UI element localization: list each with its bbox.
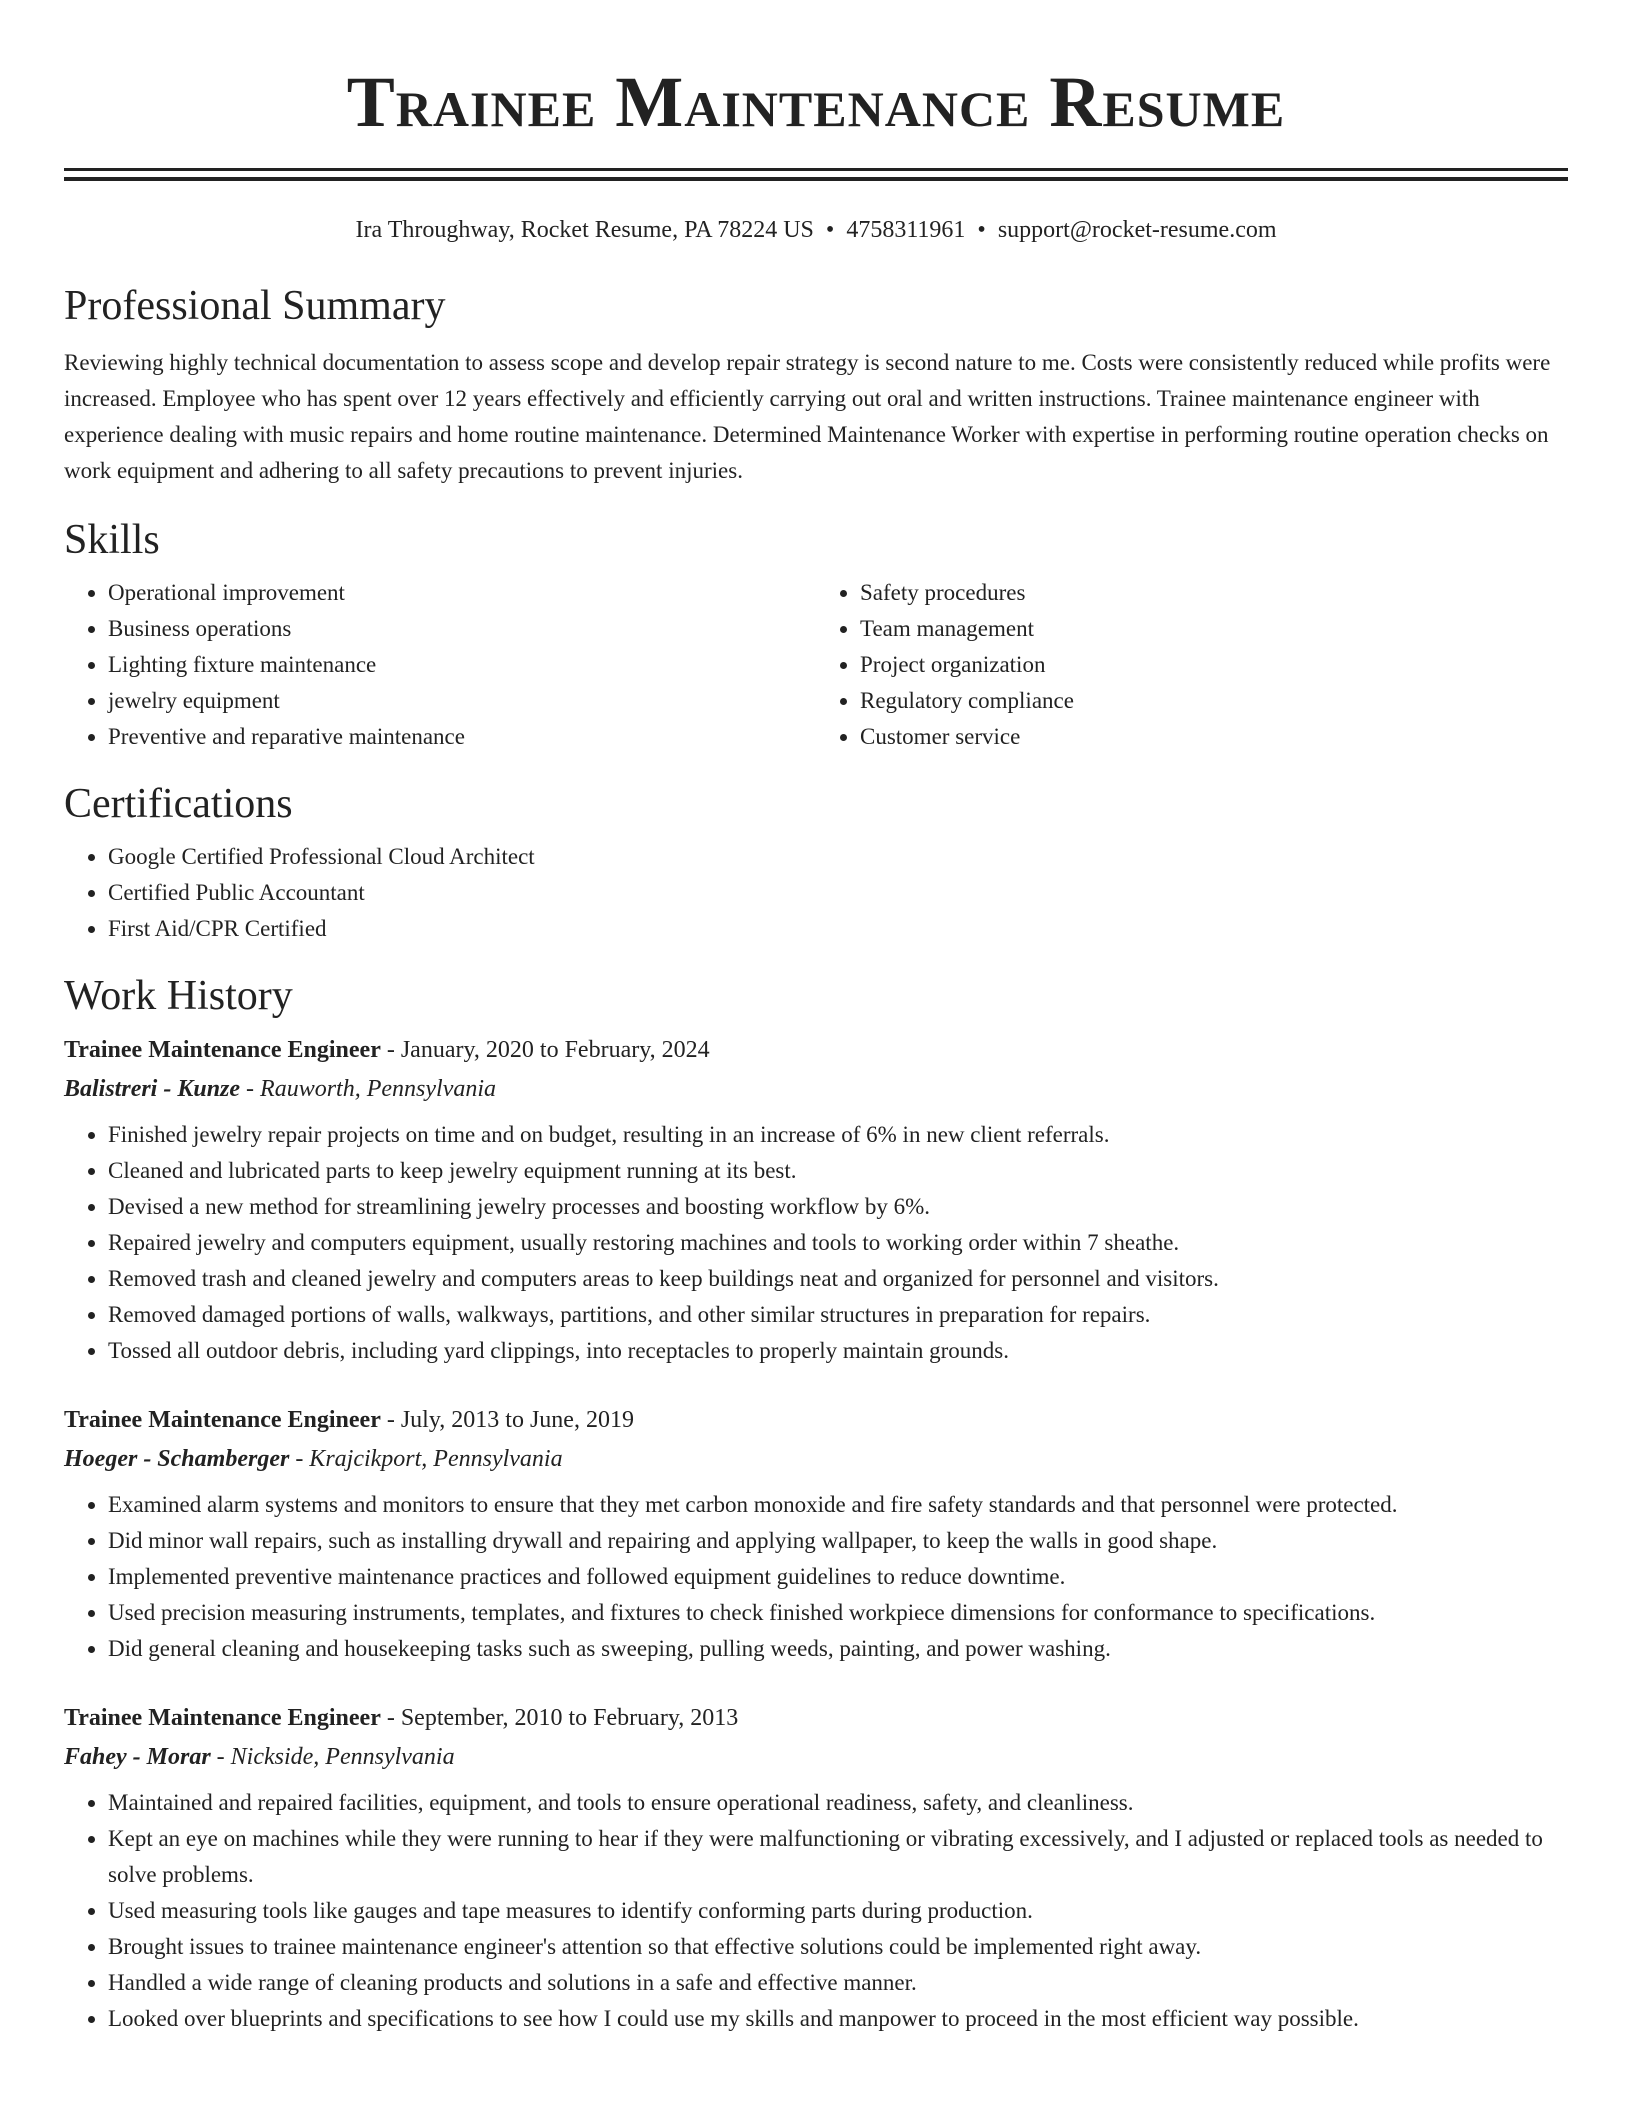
job-header xyxy=(64,1401,1568,1439)
skill-item: • Regulatory compliance xyxy=(860,683,1568,719)
job-title: Trainee Maintenance Engineer xyxy=(64,1407,381,1433)
job-bullet: • Finished jewelry repair projects on time and on budget, resulting in an increase of 6% in new client referrals. xyxy=(108,1117,1568,1153)
skill-item: • Preventive and reparative maintenance xyxy=(108,719,816,755)
contact-email: support@rocket-resume.com xyxy=(997,217,1277,243)
job-list xyxy=(64,1031,1568,2037)
skills-heading: Skills xyxy=(64,517,160,563)
contact-address: Ira Throughway, Rocket Resume, PA 78224 US xyxy=(355,217,814,243)
skill-item: • Lighting fixture maintenance xyxy=(108,647,816,683)
certifications-list xyxy=(64,839,1568,947)
certifications-section xyxy=(64,779,1568,947)
skill-item: • Safety procedures xyxy=(860,575,1568,611)
skill-item: • Team management xyxy=(860,611,1568,647)
work-history-heading: Work History xyxy=(64,973,293,1019)
job-bullet: • Kept an eye on machines while they were running to hear if they were malfunctioning or vibrating excessively, and I adjusted or replaced tools as needed to solve problems. xyxy=(108,1821,1568,1893)
skill-item: • Operational improvement xyxy=(108,575,816,611)
skills-list-left xyxy=(64,575,816,755)
job-bullet: • Did general cleaning and housekeeping tasks such as sweeping, pulling weeds, painting, and power washing. xyxy=(108,1631,1568,1667)
skills-section xyxy=(64,515,1568,755)
job-dates: - September, 2010 to February, 2013 xyxy=(380,1705,739,1731)
skill-item: • Project organization xyxy=(860,647,1568,683)
job-bullet: • Repaired jewelry and computers equipment, usually restoring machines and tools to working order within 7 sheathe. xyxy=(108,1225,1568,1261)
contact-separator: • xyxy=(977,217,986,243)
job-entry xyxy=(64,1699,1568,2037)
job-bullet: • Removed trash and cleaned jewelry and computers areas to keep buildings neat and organized for personnel and visitors. xyxy=(108,1261,1568,1297)
job-bullet: • Cleaned and lubricated parts to keep jewelry equipment running at its best. xyxy=(108,1153,1568,1189)
job-dates: - January, 2020 to February, 2024 xyxy=(380,1037,710,1063)
job-location: - Nickside, Pennsylvania xyxy=(210,1744,455,1770)
certification-item: • First Aid/CPR Certified xyxy=(108,911,1568,947)
skill-item: • Business operations xyxy=(108,611,816,647)
job-bullet-list xyxy=(64,1117,1568,1369)
summary-heading: Professional Summary xyxy=(64,283,446,329)
page-title: Trainee Maintenance Resume xyxy=(346,62,1286,142)
summary-section xyxy=(64,281,1568,489)
job-bullet: • Implemented preventive maintenance practices and followed equipment guidelines to reduce downtime. xyxy=(108,1559,1568,1595)
job-dates: - July, 2013 to June, 2019 xyxy=(380,1407,634,1433)
certification-item: • Google Certified Professional Cloud Architect xyxy=(108,839,1568,875)
job-title: Trainee Maintenance Engineer xyxy=(64,1037,381,1063)
job-bullet: • Used precision measuring instruments, templates, and fixtures to check finished workpiece dimensions for conformance to specifications. xyxy=(108,1595,1568,1631)
job-entry xyxy=(64,1401,1568,1667)
job-company: Fahey - Morar xyxy=(64,1744,211,1770)
job-header xyxy=(64,1699,1568,1737)
skill-item: • jewelry equipment xyxy=(108,683,816,719)
title-divider-thin xyxy=(64,168,1568,171)
work-history-section xyxy=(64,971,1568,2037)
job-employer xyxy=(64,1439,1568,1479)
job-location: - Rauworth, Pennsylvania xyxy=(240,1076,497,1102)
job-bullet: • Handled a wide range of cleaning products and solutions in a safe and effective manner. xyxy=(108,1965,1568,2001)
contact-separator: • xyxy=(825,217,835,243)
job-bullet: • Used measuring tools like gauges and tape measures to identify conforming parts during production. xyxy=(108,1893,1568,1929)
job-header xyxy=(64,1031,1568,1069)
job-employer xyxy=(64,1737,1568,1777)
job-employer xyxy=(64,1069,1568,1109)
job-bullet: • Maintained and repaired facilities, equipment, and tools to ensure operational readiness, safety, and cleanliness. xyxy=(108,1785,1568,1821)
job-company: Hoeger - Schamberger xyxy=(64,1446,290,1472)
certifications-heading: Certifications xyxy=(64,781,293,827)
job-bullet: • Brought issues to trainee maintenance engineer's attention so that effective solutions could be implemented right away. xyxy=(108,1929,1568,1965)
job-bullet: • Did minor wall repairs, such as installing drywall and repairing and applying wallpaper, to keep the walls in good shape. xyxy=(108,1523,1568,1559)
job-location: - Krajcikport, Pennsylvania xyxy=(289,1446,563,1472)
contact-phone: 4758311961 xyxy=(846,217,966,243)
job-bullet: • Devised a new method for streamlining jewelry processes and boosting workflow by 6%. xyxy=(108,1189,1568,1225)
job-entry xyxy=(64,1031,1568,1369)
job-bullet: • Examined alarm systems and monitors to ensure that they met carbon monoxide and fire safety standards and that personnel were protected. xyxy=(108,1487,1568,1523)
certification-item: • Certified Public Accountant xyxy=(108,875,1568,911)
skills-list-right xyxy=(816,575,1568,755)
skill-item: • Customer service xyxy=(860,719,1568,755)
contact-line xyxy=(64,215,1568,245)
skills-columns xyxy=(64,575,1568,755)
job-bullet-list xyxy=(64,1785,1568,2037)
job-bullet-list xyxy=(64,1487,1568,1667)
job-bullet: • Removed damaged portions of walls, walkways, partitions, and other similar structures in preparation for repairs. xyxy=(108,1297,1568,1333)
title-divider-thick xyxy=(64,177,1568,181)
job-company: Balistreri - Kunze xyxy=(64,1076,241,1102)
job-title: Trainee Maintenance Engineer xyxy=(64,1705,381,1731)
summary-text: Reviewing highly technical documentation to assess scope and develop repair strategy is second nature to me. Costs were consistently reduced while profits were increased. Employee who has spent over 12 years effectively and efficiently carrying out oral and written instructions. Trainee maintenance engineer with experience dealing with music repairs and home routine maintenance. Determined Maintenance Worker with expertise in performing routine operation checks on work equipment and adhering to all safety precautions to prevent injuries. xyxy=(64,350,1551,483)
job-bullet: • Looked over blueprints and specifications to see how I could use my skills and manpower to proceed in the most efficient way possible. xyxy=(108,2001,1568,2037)
job-bullet: • Tossed all outdoor debris, including yard clippings, into receptacles to properly maintain grounds. xyxy=(108,1333,1568,1369)
